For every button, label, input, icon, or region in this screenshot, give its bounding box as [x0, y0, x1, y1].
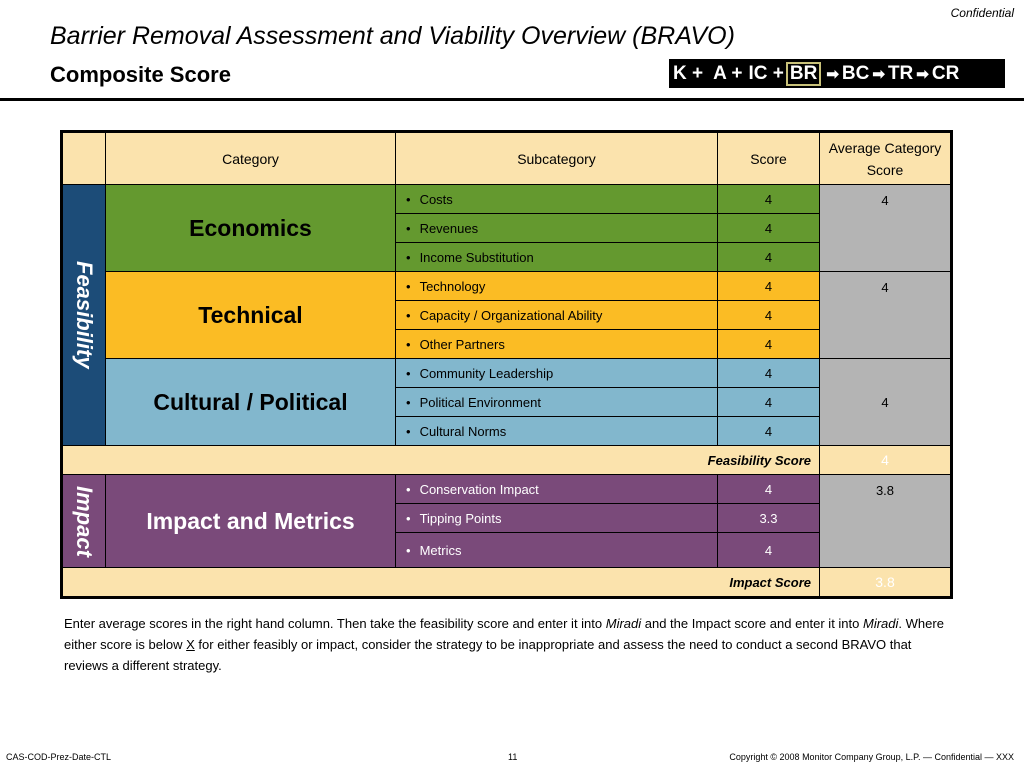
table-row: [62, 475, 952, 504]
header-average-category-score: Average Category Score: [820, 132, 952, 185]
score-input-cell[interactable]: 3.3: [718, 504, 820, 533]
arrow-right-icon: ➡: [916, 65, 929, 83]
instructions-note: Enter average scores in the right hand column. Then take the feasibility score and enter it into Miradi and the Impact score and enter it into Miradi. Where either score is below X for either feasibly or impact, consider the strategy to be inappropriate and assess the need to conduct a second BRAVO that reviews a different strategy.: [64, 616, 944, 673]
subcategory-cell: • Technology: [396, 272, 718, 301]
feasibility-score-value[interactable]: 4: [820, 446, 952, 475]
logo-bc: BC: [841, 62, 870, 84]
logo-cr: CR: [931, 62, 960, 84]
feasibility-score-row: [62, 446, 952, 475]
score-input-cell[interactable]: 4: [718, 301, 820, 330]
category-technical: Technical: [106, 272, 396, 359]
subcategory-cell: • Political Environment: [396, 388, 718, 417]
logo-a: A +: [713, 62, 743, 84]
impact-score-row: [62, 568, 952, 598]
header-category: Category: [106, 132, 396, 185]
arrow-right-icon: ➡: [872, 65, 885, 83]
score-input-cell[interactable]: 4: [718, 533, 820, 568]
logo-ic: IC +: [748, 62, 784, 84]
impact-side-label: Impact: [62, 475, 106, 568]
subcategory-cell: • Capacity / Organizational Ability: [396, 301, 718, 330]
table-row: [62, 272, 952, 301]
impact-score-value[interactable]: 3.8: [820, 568, 952, 598]
subcategory-cell: • Cultural Norms: [396, 417, 718, 446]
score-input-cell[interactable]: 4: [718, 330, 820, 359]
score-input-cell[interactable]: 4: [718, 243, 820, 272]
table-row: [62, 185, 952, 214]
arrow-right-icon: ➡: [826, 65, 839, 83]
average-score-cell[interactable]: 3.8: [820, 475, 952, 568]
header-divider: [0, 98, 1024, 101]
category-cultural-political: Cultural / Political: [106, 359, 396, 446]
score-input-cell[interactable]: 4: [718, 359, 820, 388]
footer-document-code: CAS-COD-Prez-Date-CTL: [6, 752, 112, 762]
logo-tr: TR: [887, 62, 914, 84]
bravo-score-table: [60, 130, 953, 599]
score-input-cell[interactable]: 4: [718, 388, 820, 417]
subcategory-cell: • Metrics: [396, 533, 718, 568]
subcategory-cell: • Revenues: [396, 214, 718, 243]
footer-copyright: Copyright © 2008 Monitor Company Group, L.P. — Confidential — XXX: [729, 752, 1014, 762]
score-input-cell[interactable]: 4: [718, 214, 820, 243]
confidential-label: Confidential: [950, 6, 1014, 20]
logo-br: BR: [786, 62, 821, 86]
subcategory-cell: • Community Leadership: [396, 359, 718, 388]
subcategory-cell: • Conservation Impact: [396, 475, 718, 504]
subcategory-cell: • Income Substitution: [396, 243, 718, 272]
feasibility-side-label: Feasibility: [62, 185, 106, 446]
bravo-process-logo: [669, 59, 1005, 88]
table-header-row: [62, 132, 952, 185]
score-input-cell[interactable]: 4: [718, 417, 820, 446]
feasibility-score-label: Feasibility Score: [62, 446, 820, 475]
header-blank-cell: [62, 132, 106, 185]
header-subcategory: Subcategory: [396, 132, 718, 185]
subcategory-cell: • Tipping Points: [396, 504, 718, 533]
category-impact-and-metrics: Impact and Metrics: [106, 475, 396, 568]
logo-k: K +: [673, 62, 704, 84]
average-score-cell[interactable]: 4: [820, 185, 952, 272]
header-score: Score: [718, 132, 820, 185]
score-input-cell[interactable]: 4: [718, 185, 820, 214]
score-input-cell[interactable]: 4: [718, 475, 820, 504]
page-title: Barrier Removal Assessment and Viability Overview (BRAVO): [50, 22, 735, 50]
impact-score-label: Impact Score: [62, 568, 820, 598]
category-economics: Economics: [106, 185, 396, 272]
subcategory-cell: • Costs: [396, 185, 718, 214]
score-input-cell[interactable]: 4: [718, 272, 820, 301]
footer-page-number: 11: [508, 752, 518, 762]
average-score-cell[interactable]: 4: [820, 359, 952, 446]
average-score-cell[interactable]: 4: [820, 272, 952, 359]
table-row: [62, 359, 952, 388]
subcategory-cell: • Other Partners: [396, 330, 718, 359]
page-subtitle: Composite Score: [50, 62, 231, 87]
